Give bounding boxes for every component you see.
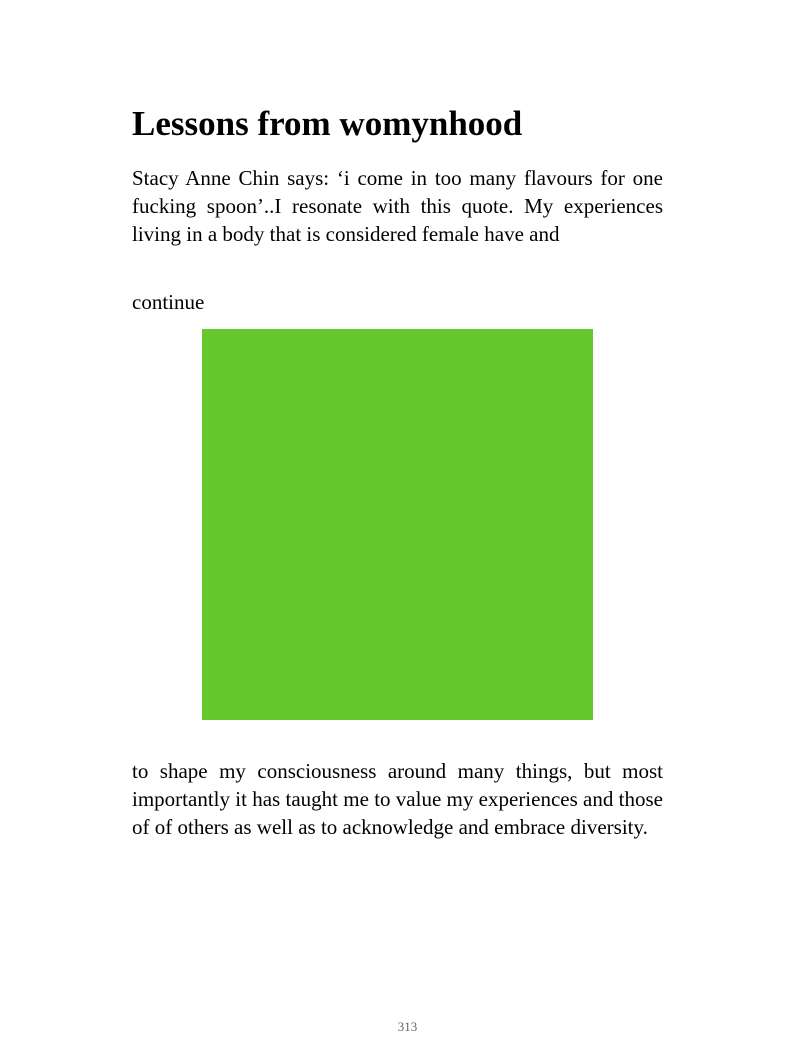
article-title: Lessons from womynhood	[132, 104, 523, 143]
page-number: 313	[397, 1019, 418, 1034]
paragraph-continue: continue	[132, 290, 205, 314]
green-square-image	[202, 329, 593, 720]
paragraph-conclusion: to shape my consciousness around many things, but most importantly it has taught me to value my experiences and those of of others as well as to acknowledge and embrace diversity.	[132, 759, 663, 839]
paragraph-intro: Stacy Anne Chin says: ‘i come in too many flavours for one fucking spoon’..I resonate with this quote. My experiences living in a body that is considered female have and	[132, 166, 663, 246]
